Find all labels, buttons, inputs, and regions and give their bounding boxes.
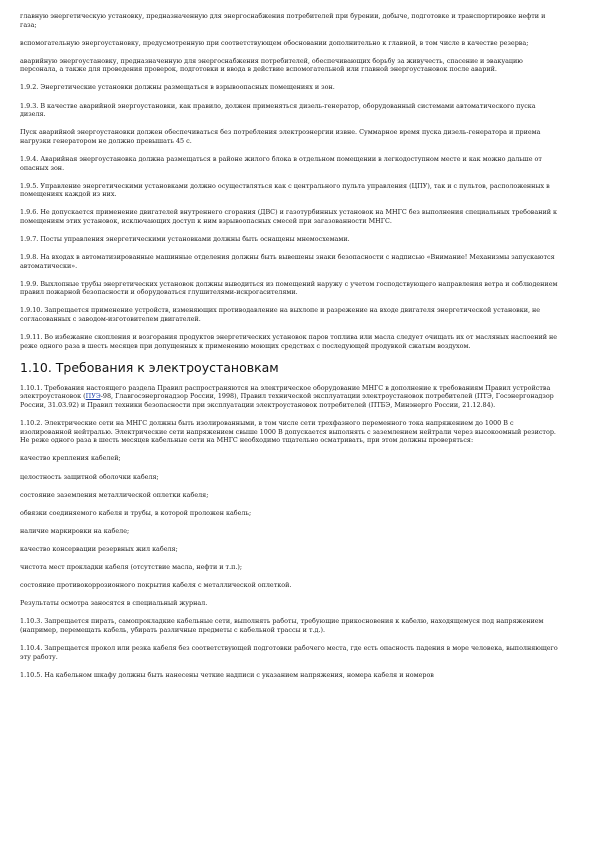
paragraph: Результаты осмотра заносятся в специальный журнал. — [20, 599, 208, 608]
list-item: состояние противокоррозионного покрытия кабеля с металлической оплеткой. — [20, 581, 292, 590]
paragraph-1-9-11: 1.9.11. Во избежание скопления и возгорания продуктов энергетических установок паров топлива или масла следует очищать их от масляных наслоений не реже одного раза в шесть месяцев при допущенных к применению моющих средствах с последующей продувкой сжатым воздухом. — [20, 333, 558, 350]
paragraph: главную энергетическую установку, предназначенную для энергоснабжения потребителей при бурении, добыче, подготовке и транспортировке нефти и газа; — [20, 12, 546, 29]
list-item: наличие маркировки на кабеле; — [20, 526, 130, 535]
list-item: качество крепления кабелей; — [20, 454, 121, 463]
list-item: качество консервации резервных жил кабеля; — [20, 544, 178, 553]
paragraph-1-9-8: 1.9.8. На входах в автоматизированные машинные отделения должны быть вывешены знаки безопасности с надписью «Внимание! Механизмы запускаются автоматически». — [20, 253, 555, 270]
paragraph-1-10-1 — [20, 384, 560, 410]
paragraph-1-9-2: 1.9.2. Энергетические установки должны размещаться в взрывоопасных помещениях и зон. — [20, 83, 335, 92]
paragraph-1-10-4: 1.10.4. Запрещается прокол или резка кабеля без соответствующей подготовки рабочего места, где есть опасность падения в море человека, выполняющего эту работу. — [20, 643, 558, 661]
list-item: чистота мест прокладки кабеля (отсутствие масла, нефти и т.п.); — [20, 562, 243, 571]
paragraph-1-9-3: 1.9.3. В качестве аварийной энергоустановки, как правило, должен применяться дизель-генератор, оборудованный системами автоматического пуска дизеля. — [20, 101, 536, 119]
paragraph-1-9-4: 1.9.4. Аварийная энергоустановка должна размещаться в районе жилого блока в отдельном помещении в легкодоступном месте и как можно дальше от опасных зон. — [20, 154, 542, 172]
paragraph: вспомогательную энергоустановку, предусмотренную при соответствующем обосновании дополнительно к главной, в том числе в качестве резерва; — [20, 38, 529, 47]
document-page — [20, 12, 560, 689]
paragraph-1-9-6: 1.9.6. Не допускается применение двигателей внутреннего сгорания (ДВС) и газотурбинных установок на МНГС без выполнения специальных требований к помещениям этих установок, исключающих доступ к ним взрывоопасных смесей при загазованности МНГС. — [20, 208, 558, 225]
paragraph: Пуск аварийной энергоустановки должен обеспечиваться без потребления электроэнергии извне. Суммарное время пуска дизель-генератора и приема нагрузки генератором не должно превышать 45 с. — [20, 128, 541, 145]
list-item: целостность защитной оболочки кабеля; — [20, 472, 159, 481]
paragraph-1-9-10: 1.9.10. Запрещается применение устройств, изменяющих противодавление на выхлопе и разрежение на входе двигателя энергетической установки, не согласованных с заводом-изготовителем двигателей. — [20, 306, 541, 324]
paragraph-1-9-5: 1.9.5. Управление энергетическими установками должно осуществляться как с центрального пульта управления (ЦПУ), так и с пультов, расположенных в помещениях каждой из них. — [20, 181, 550, 199]
paragraph-1-9-7: 1.9.7. Посты управления энергетическими установками должны быть оснащены мнемосхемами. — [20, 235, 350, 243]
pue-link[interactable]: ПУЭ — [85, 392, 101, 401]
paragraph-1-9-9: 1.9.9. Выхлопные трубы энергетических установок должны выводиться из помещений наружу с учетом господствующего направления ветра и соблюдением правил пожарной безопасности и оборудоваться глушителями-искрогасителями. — [20, 279, 558, 297]
paragraph-1-10-2: 1.10.2. Электрические сети на МНГС должны быть изолированными, в том числе сети трехфазного переменного тока напряжением до 1000 В с изолированной нейтралью. Электрические сети напряжением свыше 1000 В допускается выполнять с заземлением нейтрали через высокоомный резистор. Не реже одного раза в шесть месяцев кабельные сети на МНГС необходимо тщательно осматривать, при этом должны проверяться: — [20, 419, 556, 445]
paragraph-1-10-5: 1.10.5. На кабельном шкафу должны быть нанесены четкие надписи с указанием напряжения, номера кабеля и номеров — [20, 670, 434, 679]
list-item: состояние заземления металлической оплетки кабеля; — [20, 490, 209, 499]
paragraph-text: 1.10.1. Требования настоящего раздела Правил распространяются на электрическое оборудование МНГС в дополнение к требованиям Правил устройства электроустановок ( — [20, 383, 551, 401]
section-heading: 1.10. Требования к электроустановкам — [20, 359, 279, 375]
paragraph-1-10-3: 1.10.3. Запрещается пирать, самопрокладкие кабельные сети, выполнять работы, требующие прикосновения к кабелю, находящемуся под напряжением (например, перемещать кабель, убирать различные предметы с кабельной трассы и т.д.). — [20, 617, 544, 634]
list-item: обвязки соединяемого кабеля и трубы, в которой проложен кабель; — [20, 508, 252, 517]
paragraph: аварийную энергоустановку, предназначенную для энергоснабжения потребителей, обеспечивающих борьбу за живучесть, спасение и эвакуацию персонала, а также для проведения проверок, подготовки и ввода в действие вспомогательной или главной энергоустановок после аварий. — [20, 56, 523, 74]
paragraph-text: -98, Главгосэнергонадзор России, 1998), Правил технической эксплуатации электроустановок потребителей (ПТЭ, Госэнергонадзор России, 31.03.92) и Правил техники безопасности при эксплуатации электроустановок потребителей (ПТБЭ, Минэнерго России, 21.12.84). — [20, 392, 554, 410]
